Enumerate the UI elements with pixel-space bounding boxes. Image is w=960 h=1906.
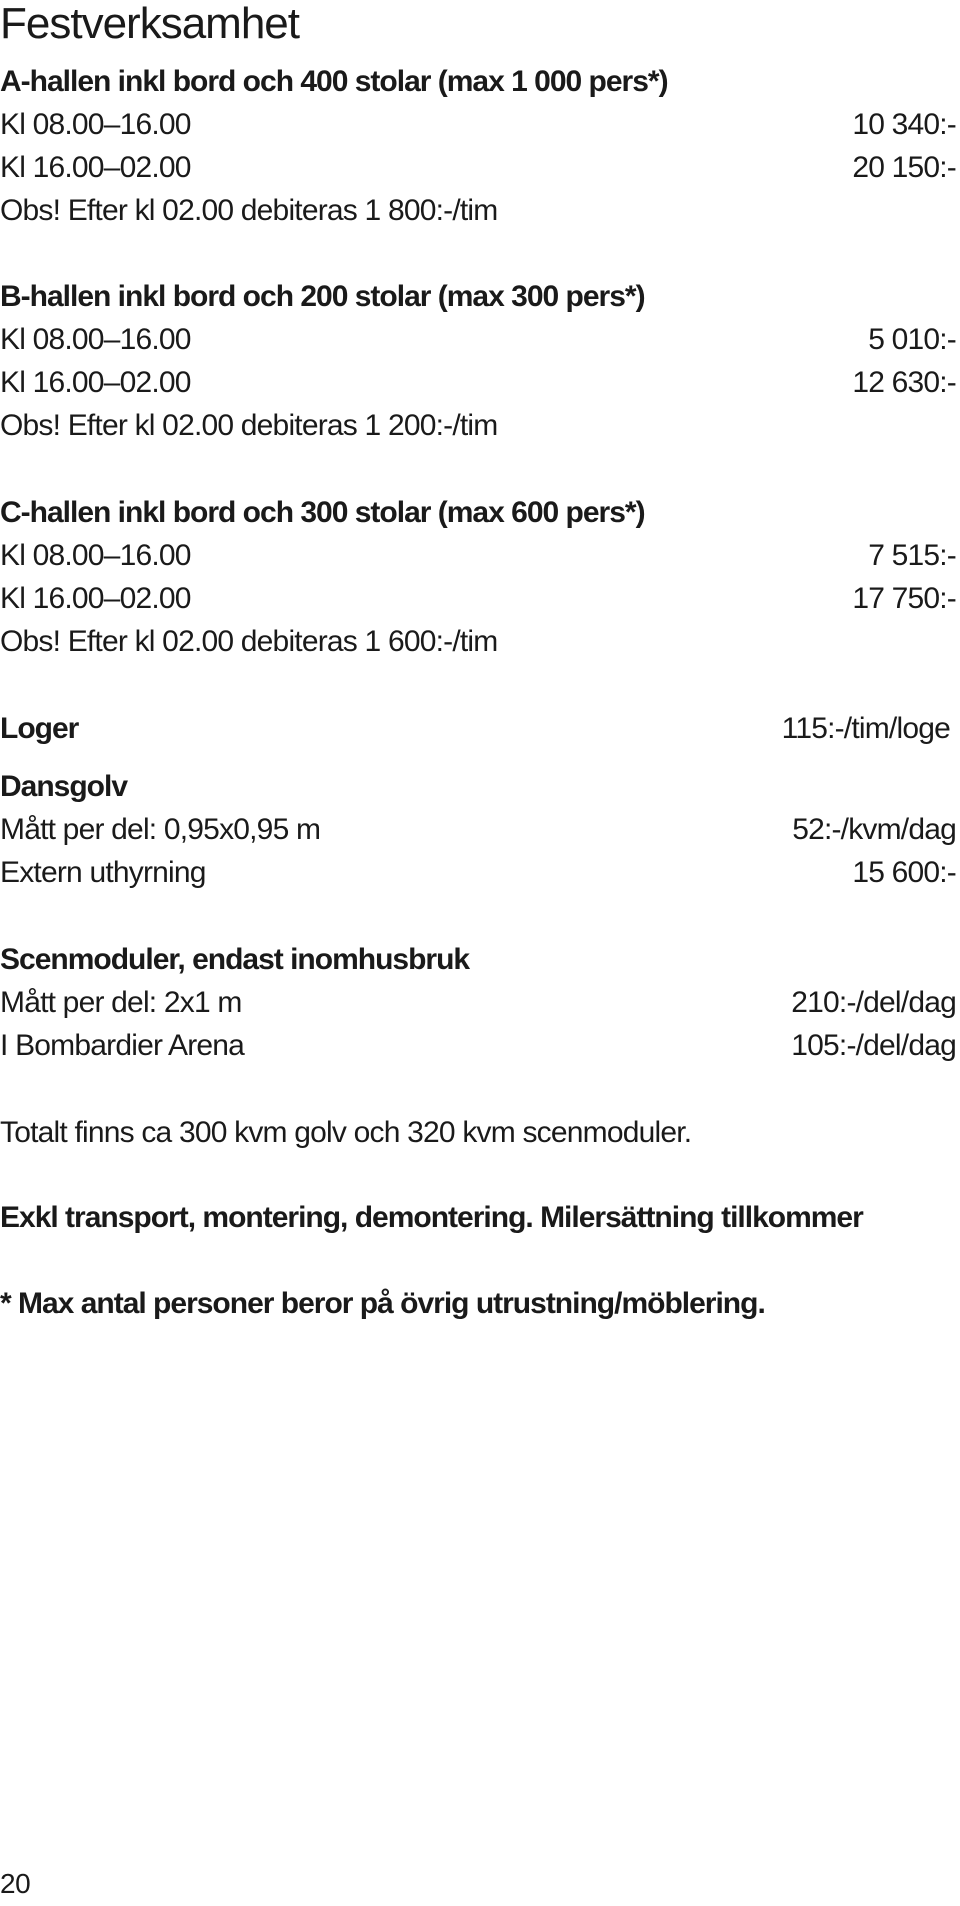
- price-row: [0, 536, 956, 576]
- price-row-label: Kl 08.00–16.00: [0, 108, 191, 141]
- price-row-label: Extern uthyrning: [0, 856, 206, 889]
- price-row-value: 105:-/del/dag: [791, 1029, 956, 1062]
- price-row-value: 210:-/del/dag: [791, 986, 956, 1019]
- price-row: [0, 983, 956, 1023]
- price-row: [0, 148, 956, 188]
- dansgolv-heading: Dansgolv: [0, 770, 128, 803]
- price-row-label: Mått per del: 0,95x0,95 m: [0, 813, 321, 846]
- price-row: [0, 1026, 956, 1066]
- b-hall-note: Obs! Efter kl 02.00 debiteras 1 200:-/tim: [0, 409, 498, 442]
- price-row-value: 7 515:-: [868, 539, 956, 572]
- price-row-value: 20 150:-: [852, 151, 956, 184]
- price-row-label: Mått per del: 2x1 m: [0, 986, 242, 1019]
- price-row: [0, 363, 956, 403]
- price-row-value: 17 750:-: [852, 582, 956, 615]
- price-row: [0, 320, 956, 360]
- page-title: Festverksamhet: [0, 0, 299, 48]
- loger-price: 115:-/tim/loge: [781, 712, 950, 745]
- price-row: [0, 579, 956, 619]
- a-hall-heading: A-hallen inkl bord och 400 stolar (max 1 000 pers*): [0, 65, 668, 98]
- price-row-label: Kl 08.00–16.00: [0, 539, 191, 572]
- scenmoduler-heading: Scenmoduler, endast inomhusbruk: [0, 943, 470, 976]
- price-row-value: 10 340:-: [852, 108, 956, 141]
- c-hall-note: Obs! Efter kl 02.00 debiteras 1 600:-/tim: [0, 625, 498, 658]
- price-row-value: 52:-/kvm/dag: [792, 813, 956, 846]
- a-hall-note: Obs! Efter kl 02.00 debiteras 1 800:-/tim: [0, 194, 498, 227]
- loger-label: Loger: [0, 712, 79, 745]
- loger-row: [0, 709, 950, 749]
- price-row-value: 15 600:-: [852, 856, 956, 889]
- b-hall-heading: B-hallen inkl bord och 200 stolar (max 300 pers*): [0, 280, 645, 313]
- price-row-label: I Bombardier Arena: [0, 1029, 245, 1062]
- transport-note: Exkl transport, montering, demontering. Milersättning tillkommer: [0, 1201, 863, 1234]
- price-row: [0, 105, 956, 145]
- price-row-label: Kl 16.00–02.00: [0, 582, 191, 615]
- price-row-value: 5 010:-: [868, 323, 956, 356]
- price-row: [0, 853, 956, 893]
- page-number: 20: [0, 1868, 31, 1899]
- price-row-label: Kl 16.00–02.00: [0, 151, 191, 184]
- price-row-label: Kl 08.00–16.00: [0, 323, 191, 356]
- price-row-value: 12 630:-: [852, 366, 956, 399]
- price-row-label: Kl 16.00–02.00: [0, 366, 191, 399]
- total-note: Totalt finns ca 300 kvm golv och 320 kvm scenmoduler.: [0, 1116, 692, 1149]
- c-hall-heading: C-hallen inkl bord och 300 stolar (max 600 pers*): [0, 496, 645, 529]
- price-row: [0, 810, 956, 850]
- max-persons-note: * Max antal personer beror på övrig utrustning/möblering.: [0, 1287, 765, 1320]
